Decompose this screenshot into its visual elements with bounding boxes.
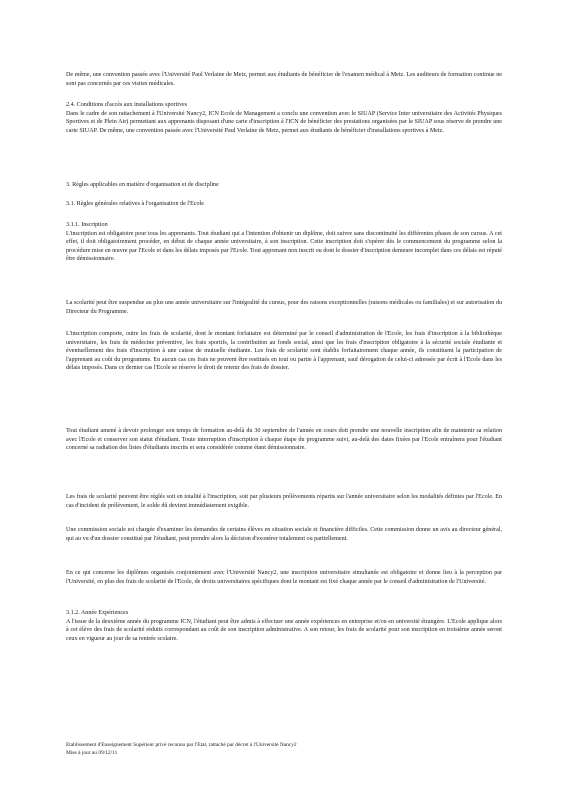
inscription-block-2 xyxy=(66,299,502,316)
inscription-paragraph-3: L'inscription comporte, outre les frais de scolarité, dont le montant forfaitaire est déterminé par le conseil d'administration de l'Ecole, les frais d'inscription à la bibliothèque universitaire, les frais de médecine préventive, les frais sportifs, la contribution au fonds social, ainsi que les frais d'inscription obligatoire à la sécurité sociale étudiante et éventuellement des frais d'inscription à une caisse de mutuelle étudiante. Les frais de scolarité sont établis forfaitairement chaque année, ils constituent la participation de l'apprenant au coût du programme. En aucun cas ces frais ne peuvent être restitués en tout ou partie à l'apprenant, sauf dérogation de celui-ci adressée par écrit à l'Ecole dans les délais imposés. Dans ce dernier cas l'Ecole se réserve le droit de retenir des frais de dossier. xyxy=(66,331,502,372)
section-2-4 xyxy=(66,101,502,135)
inscription-paragraph-6: Une commission sociale est chargée d'examiner les demandes de certains élèves en situation sociale et financière difficiles. Cette commission donne un avis au directeur général, qui au vu d'un dossier constitué par l'étudiant, peut prendre alors la décision d'exonérer totalement ou partiellement. xyxy=(66,527,502,542)
section-3-1-2-heading: 3.1.2. Année Expériences xyxy=(66,610,129,616)
section-3-1-2 xyxy=(66,609,502,643)
section-2-4-text: Dans le cadre de son rattachement à l'Université Nancy2, ICN Ecole de Management a conclu une convention avec le SIUAP (Service Inter universitaire des Activités Physiques Sportives et de Plein Air) permettant aux apprenants disposant d'une carte d'inscription à l'ICN de bénéficier des prestations organisées par le SIUAP sous réserve de prendre une carte SIUAP. De même, une convention passée avec l'Université Paul Verlaine de Metz, permet aux étudiants de bénéficier d'installations sportives à Metz. xyxy=(66,110,502,134)
section-3-1-1 xyxy=(66,221,502,264)
footer-institution: Etablissement d'Enseignement Supérieur privé reconnu par l'Etat, rattaché par décret à l'Université Nancy2 xyxy=(66,742,297,748)
inscription-block-4 xyxy=(66,427,502,453)
intro-paragraph: De même, une convention passée avec l'Université Paul Verlaine de Metz, permet aux étudiants de bénéficier de l'examen médical à Metz. Les auditeurs de formation continue ne sont pas concernés par ces visites médicales. xyxy=(66,72,502,87)
section-3-1-1-heading: 3.1.1. Inscription xyxy=(66,222,108,228)
inscription-paragraph-5: Les frais de scolarité peuvent être réglés soit en totalité à l'inscription, soit par plusieurs prélèvements répartis sur l'année universitaire selon les modalités définies par l'Ecole. En cas d'incident de prélèvement, le solde dû devient immédiatement exigible. xyxy=(66,494,502,509)
section-2-4-heading: 2.4. Conditions d'accès aux installations sportives xyxy=(66,102,188,108)
inscription-block-3 xyxy=(66,330,502,373)
inscription-block-5 xyxy=(66,493,502,510)
inscription-block-6 xyxy=(66,526,502,543)
section-3 xyxy=(66,181,502,190)
section-3-heading: 3. Règles applicables en matière d'organisation et de discipline xyxy=(66,182,219,188)
inscription-paragraph-4: Tout étudiant amené à devoir prolonger son temps de formation au-delà du 30 septembre de l'année en cours doit prendre une nouvelle inscription afin de maintenir sa relation avec l'Ecole et conserver son statut d'étudiant. Toute interruption d'inscription à chaque étape du programme suivi, au-delà des dates fixées par l'Ecole entraînera pour l'étudiant concerné sa radiation des listes d'étudiants inscrits et sera considérée comme étant démissionnaire. xyxy=(66,428,502,452)
inscription-block-7 xyxy=(66,569,502,586)
inscription-paragraph-1: L'inscription est obligatoire pour tous les apprenants. Tout étudiant qui a l'intention d'obtenir un diplôme, doit suivre sans discontinuité les différentes phases de son cursus. A cet effet, il doit obligatoirement procéder, en début de chaque année universitaire, à son inscription. Cette inscription doit s'opérer dès le commencement du programme selon la procédure mise en œuvre par l'Ecole et dans les délais imposés par l'Ecole. Tout apprenant non inscrit ou dont le dossier d'inscription demeure incomplet dans ces délais est réputé être démissionnaire. xyxy=(66,230,502,263)
section-3-1 xyxy=(66,200,502,209)
section-3-1-heading: 3.1. Règles générales relatives à l'organisation de l'Ecole xyxy=(66,201,204,207)
inscription-paragraph-2: La scolarité peut être suspendue au plus une année universitaire sur l'intégralité du cursus, pour des raisons exceptionnelles (raisons médicales ou familiales) et sur autorisation du Directeur du Programme. xyxy=(66,300,502,315)
intro-section xyxy=(66,71,502,88)
footer-update-date: Mise à jour au 09/12/11 xyxy=(66,749,118,756)
inscription-paragraph-7: En ce qui concerne les diplômes organisés conjointement avec l'Université Nancy2, une inscription universitaire simultanée est obligatoire et donne lieu à la perception par l'Université, en plus des frais de scolarité de l'Ecole, de droits universitaires spécifiques dont le montant est fixé chaque année par le conseil d'administration de l'Université. xyxy=(66,570,502,585)
page-footer xyxy=(66,742,502,757)
annee-experiences-text: A l'issue de la deuxième année du programme ICN, l'étudiant peut être admis à effectuer une année expériences en entreprise et/ou en université étrangère. L'Ecole applique alors à cet élève des frais de scolarité réduits correspondant au coût de son inscription administrative. A son retour, les frais de scolarité pour son inscription en troisième année seront ceux en vigueur au jour de sa rentrée scolaire. xyxy=(66,618,502,642)
